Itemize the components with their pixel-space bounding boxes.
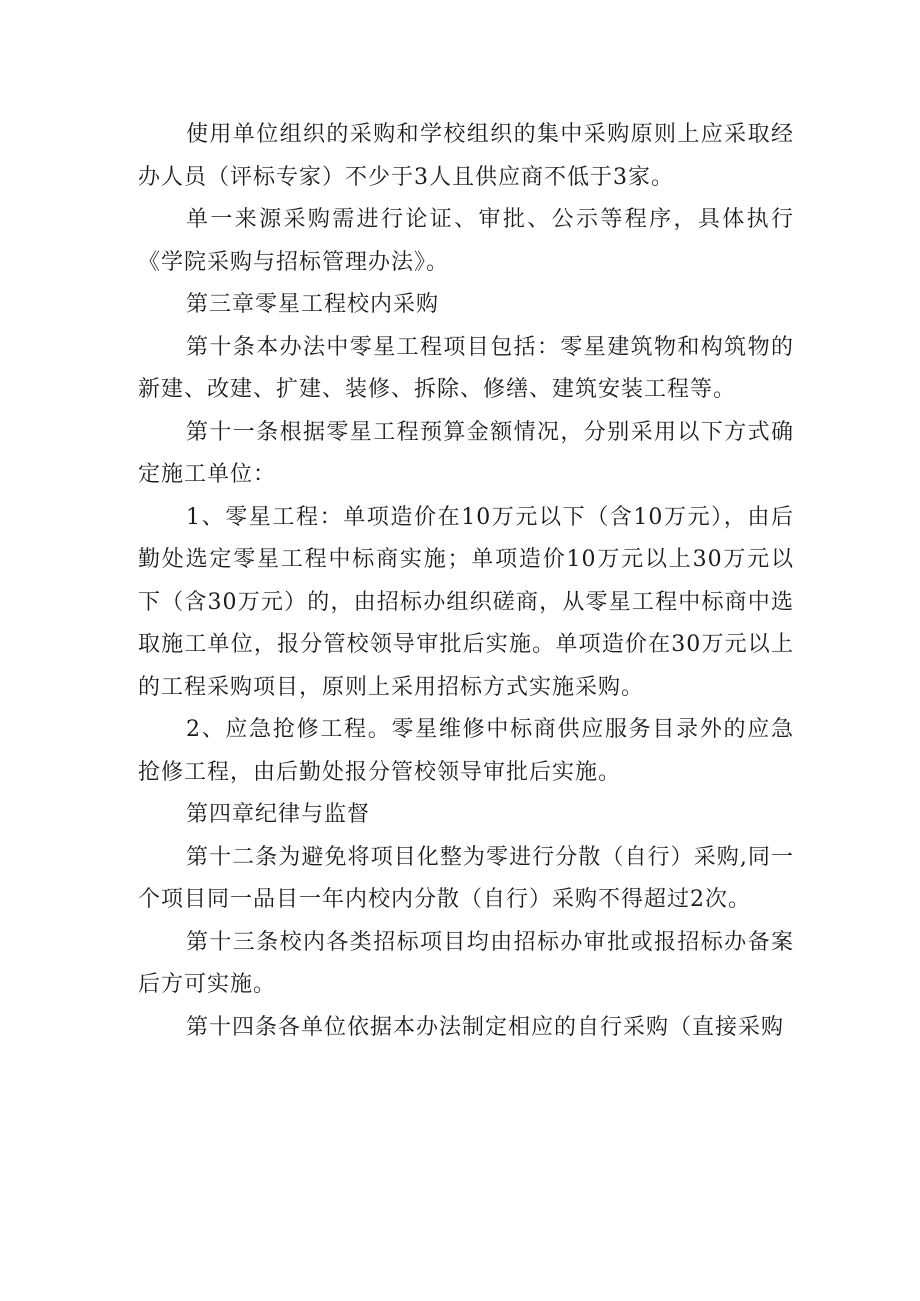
- chapter-heading: 第四章纪律与监督: [186, 802, 371, 827]
- paragraph: 2、应急抢修工程。零星维修中标商供应服务目录外的应急抢修工程，由后勤处报分管校领导审批后实施。: [138, 717, 794, 785]
- paragraph: 使用单位组织的采购和学校组织的集中采购原则上应采取经办人员（评标专家）不少于3人且供应商不低于3家。: [138, 122, 794, 190]
- paragraph: 第十二条为避免将项目化整为零进行分散（自行）采购,同一个项目同一品目一年内校内分散（自行）采购不得超过2次。: [138, 844, 794, 912]
- paragraph: 单一来源采购需进行论证、审批、公示等程序，具体执行《学院采购与招标管理办法》。: [138, 207, 794, 275]
- paragraph: 第十四条各单位依据本办法制定相应的自行采购（直接采购: [186, 1014, 785, 1040]
- paragraph: 第十三条校内各类招标项目均由招标办审批或报招标办备案后方可实施。: [138, 929, 794, 997]
- chapter-heading: 第三章零星工程校内采购: [186, 292, 440, 317]
- document-body: [138, 114, 794, 1049]
- paragraph: 第十条本办法中零星工程项目包括：零星建筑物和构筑物的新建、改建、扩建、装修、拆除、修缮、建筑安装工程等。: [138, 334, 794, 402]
- paragraph: 1、零星工程：单项造价在10万元以下（含10万元），由后勤处选定零星工程中标商实施；单项造价10万元以上30万元以下（含30万元）的，由招标办组织磋商，从零星工程中标商中选取施工单位，报分管校领导审批后实施。单项造价在30万元以上的工程采购项目，原则上采用招标方式实施采购。: [138, 504, 794, 700]
- paragraph: 第十一条根据零星工程预算金额情况，分别采用以下方式确定施工单位：: [138, 419, 794, 487]
